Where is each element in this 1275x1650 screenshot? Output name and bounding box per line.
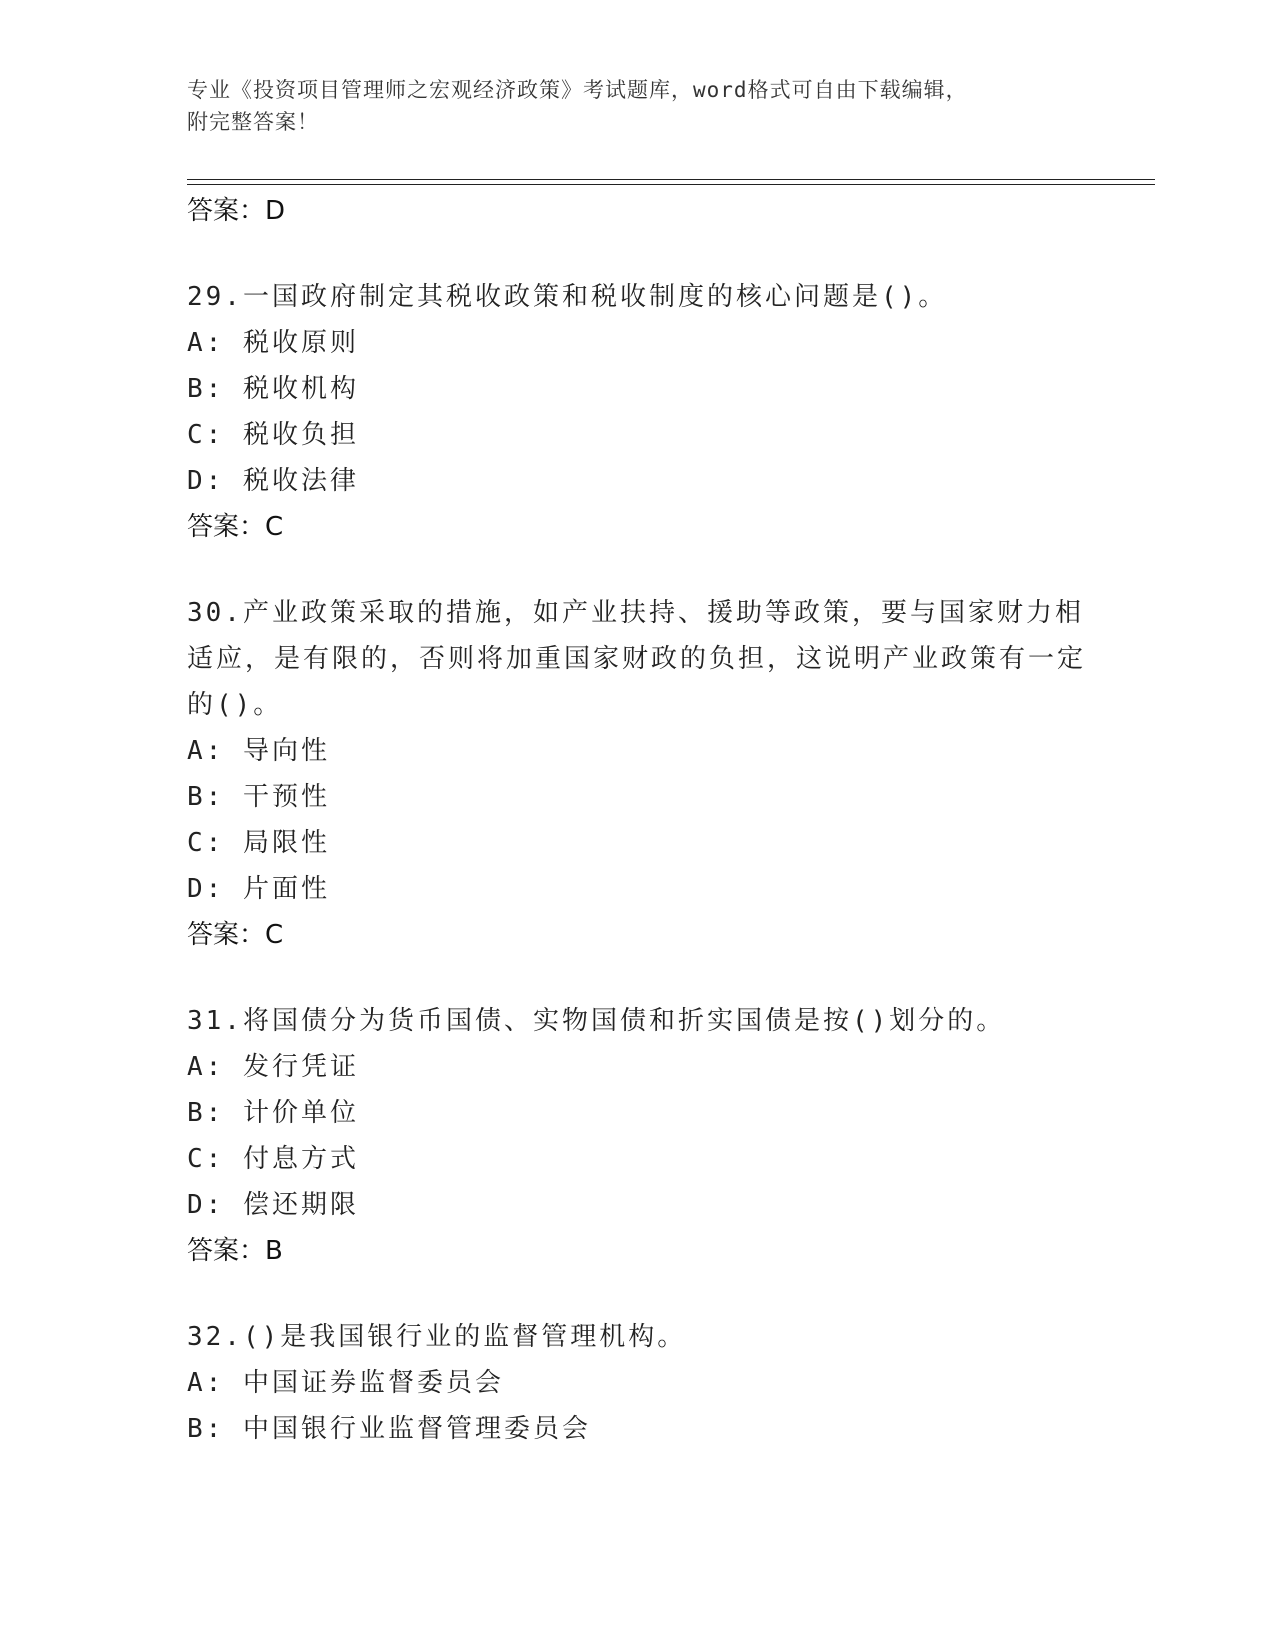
option-a: A: 导向性 xyxy=(187,736,330,766)
option-a: A: 发行凭证 xyxy=(187,1052,359,1082)
option-d: D: 偿还期限 xyxy=(187,1190,359,1220)
option-a: A: 中国证券监督委员会 xyxy=(187,1368,504,1398)
header-line-2: 附完整答案！ xyxy=(187,110,319,134)
question-text: 29.一国政府制定其税收政策和税收制度的核心问题是()。 xyxy=(187,282,948,312)
answer: 答案：C xyxy=(187,512,284,542)
option-b: B: 干预性 xyxy=(187,782,330,812)
option-c: C: 付息方式 xyxy=(187,1144,359,1174)
question-31 xyxy=(187,998,1087,1274)
option-d: D: 税收法律 xyxy=(187,466,359,496)
question-32 xyxy=(187,1314,1087,1452)
answer: 答案：C xyxy=(187,920,284,950)
option-b: B: 税收机构 xyxy=(187,374,359,404)
option-d: D: 片面性 xyxy=(187,874,330,904)
header-line-1: 专业《投资项目管理师之宏观经济政策》考试题库，word格式可自由下载编辑， xyxy=(187,78,968,102)
header-divider-top xyxy=(187,179,1155,180)
question-text: 31.将国债分为货币国债、实物国债和折实国债是按()划分的。 xyxy=(187,1006,1006,1036)
question-29 xyxy=(187,274,1087,550)
option-a: A: 税收原则 xyxy=(187,328,359,358)
question-text: 32.()是我国银行业的监督管理机构。 xyxy=(187,1322,687,1352)
option-b: B: 计价单位 xyxy=(187,1098,359,1128)
answer: 答案：B xyxy=(187,1236,283,1266)
option-c: C: 税收负担 xyxy=(187,420,359,450)
option-c: C: 局限性 xyxy=(187,828,330,858)
option-b: B: 中国银行业监督管理委员会 xyxy=(187,1414,591,1444)
question-list xyxy=(187,188,1087,1452)
answer-28: 答案：D xyxy=(187,196,286,226)
question-text: 30.产业政策采取的措施，如产业扶持、援助等政策，要与国家财力相适应，是有限的，否则将加重国家财政的负担，这说明产业政策有一定的()。 xyxy=(187,598,1087,720)
question-30 xyxy=(187,590,1087,958)
document-header xyxy=(187,74,1067,138)
header-divider-bottom xyxy=(187,184,1155,185)
